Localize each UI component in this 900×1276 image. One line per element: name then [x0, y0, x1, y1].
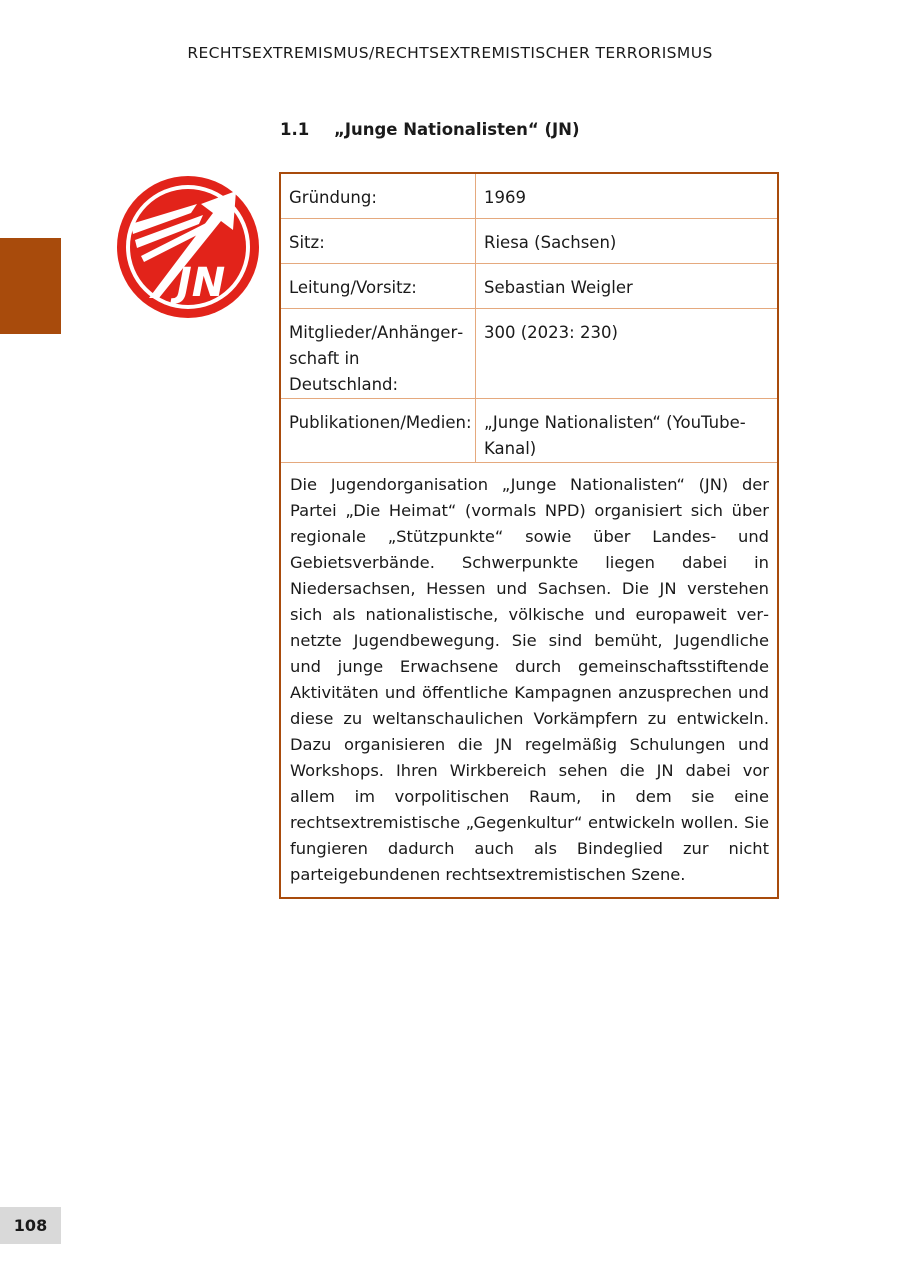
- chapter-tab-marker: [0, 238, 61, 334]
- jn-logo-icon: [115, 174, 261, 320]
- row-label: Leitung/Vorsitz:: [281, 264, 476, 309]
- row-value: „Junge Nationalisten“ (YouTube-Kanal): [476, 399, 778, 463]
- row-label: Mitglieder/Anhängerschaft in Deutschland:: [281, 309, 476, 399]
- table-row: [281, 309, 777, 399]
- row-value: Riesa (Sachsen): [476, 219, 778, 264]
- organization-description: Die Jugendorganisation „Junge Nationalisten“ (JN) der Partei „Die Heimat“ (vormals NPD) organisiert sich über regionale „Stützpunkte“ sowie über Landes- und Gebietsverbände. Schwerpunkte liegen dabei in Niedersachsen, Hessen und Sachsen. Die JN verstehen sich als nationalistische, völkische und europaweit vernetzte Jugendbewegung. Sie sind bemüht, Jugendliche und junge Erwachsene durch gemeinschaftsstiftende Aktivitäten und öffentliche Kampagnen anzusprechen und diese zu weltanschaulichen Vorkämpfern zu entwickeln. Dazu organisieren die JN regelmäßig Schulungen und Workshops. Ihren Wirkbereich sehen die JN dabei vor allem im vorpolitischen Raum, in dem sie eine rechtsextremistische „Gegenkultur“ entwickeln wollen. Sie fungieren dadurch auch als Bindeglied zur nicht parteigebundenen rechtsextremistischen Szene.: [290, 475, 769, 884]
- section-title: „Junge Nationalisten“ (JN): [334, 120, 580, 139]
- table-row: [281, 399, 777, 463]
- row-value: 1969: [476, 174, 778, 219]
- row-label: Gründung:: [281, 174, 476, 219]
- row-label: Sitz:: [281, 219, 476, 264]
- section-heading: [280, 120, 580, 139]
- table-row: [281, 264, 777, 309]
- fact-table: [281, 174, 777, 463]
- table-row: [281, 219, 777, 264]
- running-header: RECHTSEXTREMISMUS/RECHTSEXTREMISTISCHER TERRORISMUS: [187, 44, 713, 62]
- row-label: Publikationen/Medien:: [281, 399, 476, 463]
- organization-profile-box: [279, 172, 779, 899]
- row-value: 300 (2023: 230): [476, 309, 778, 399]
- row-value: Sebastian Weigler: [476, 264, 778, 309]
- page-number: 108: [0, 1207, 61, 1244]
- section-number: 1.1: [280, 120, 310, 139]
- logo-text: JN: [176, 260, 226, 306]
- table-row: [281, 174, 777, 219]
